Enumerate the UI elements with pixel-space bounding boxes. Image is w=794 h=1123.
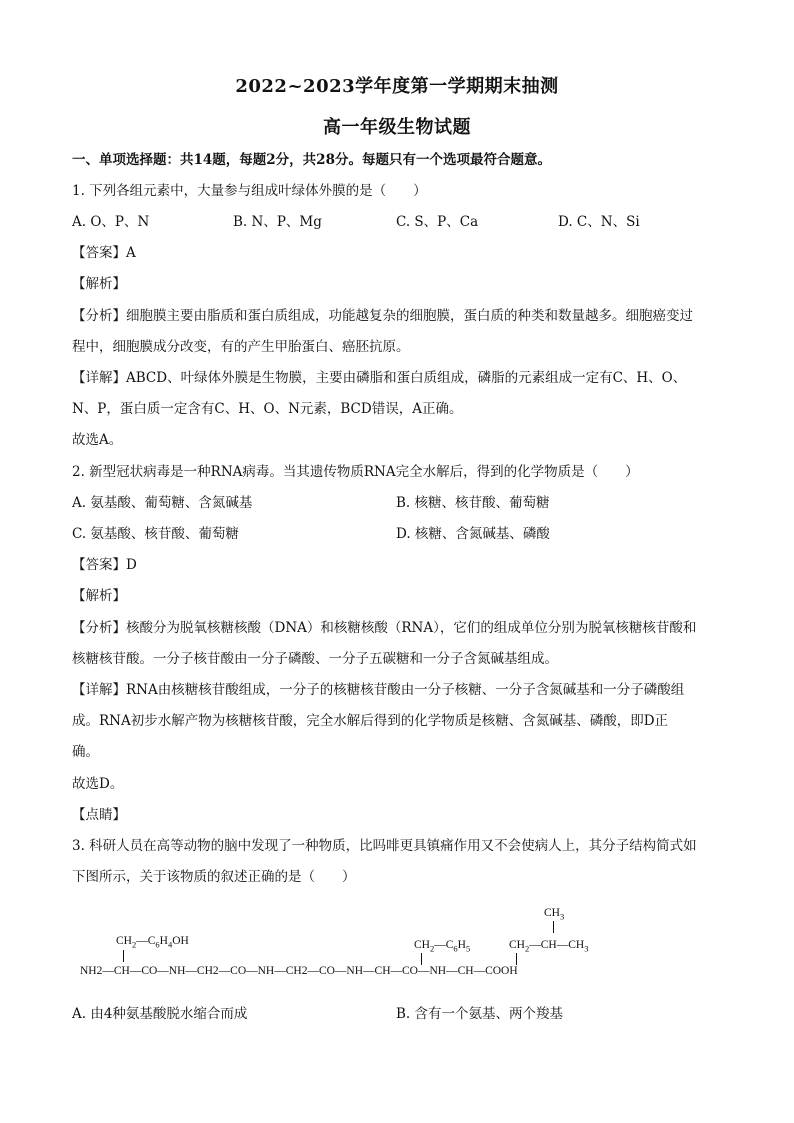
q1-detail-line-1: 【详解】ABCD、叶绿体外膜是生物膜，主要由磷脂和蛋白质组成，磷脂的元素组成一定有C、H、O、 [72, 370, 687, 386]
q2-detail-line-3: 确。 [72, 744, 99, 760]
q2-conclusion: 故选D。 [72, 776, 124, 792]
formula-top-methyl: $CH_3$ [544, 907, 565, 922]
formula-bond-top [553, 921, 554, 933]
q2-dianjing: 【点睛】 [72, 807, 126, 823]
q2-jiexi: 【解析】 [72, 588, 126, 604]
q1-stem: 1. 下列各组元素中，大量参与组成叶绿体外膜的是（ ） [72, 183, 427, 199]
q1-option-d: D. C、N、Si [558, 214, 640, 230]
q2-answer: 【答案】D [72, 557, 137, 573]
exam-subtitle: 高一年级生物试题 [323, 117, 471, 138]
q1-jiexi: 【解析】 [72, 276, 126, 292]
q3-stem-line-1: 3. 科研人员在高等动物的脑中发现了一种物质，比吗啡更具镇痛作用又不会使病人上，其分子结构简式如 [72, 838, 697, 854]
formula-bond-1 [123, 950, 124, 962]
formula-backbone: NH2—CH—CO—NH—CH2—CO—NH—CH2—CO—NH—CH—CO—NH—CH—COOH [80, 965, 518, 977]
q1-option-b: B. N、P、Mg [233, 214, 322, 230]
q2-analysis-line-1: 【分析】核酸分为脱氧核糖核酸（DNA）和核糖核酸（RNA），它们的组成单位分别为脱氧核糖核苷酸和 [72, 620, 697, 636]
q2-analysis-line-2: 核糖核苷酸。一分子核苷酸由一分子磷酸、一分子五碳糖和一分子含氮碱基组成。 [72, 651, 558, 667]
q1-analysis-line-2: 程中，细胞膜成分改变，有的产生甲胎蛋白、癌胚抗原。 [72, 339, 410, 355]
formula-side-chain-2: $CH_2—C_6H_5$ [414, 939, 471, 954]
q1-conclusion: 故选A。 [72, 432, 123, 448]
q3-stem-line-2: 下图所示，关于该物质的叙述正确的是（ ） [72, 869, 356, 885]
section-heading: 一、单项选择题：共14题，每题2分，共28分。每题只有一个选项最符合题意。 [72, 152, 551, 168]
q2-stem: 2. 新型冠状病毒是一种RNA病毒。当其遗传物质RNA完全水解后，得到的化学物质是（ ） [72, 464, 639, 480]
q2-detail-line-2: 成。RNA初步水解产物为核糖核苷酸，完全水解后得到的化学物质是核糖、含氮碱基、磷酸，即D正 [72, 713, 669, 729]
q2-option-d: D. 核糖、含氮碱基、磷酸 [396, 526, 550, 542]
exam-title: 2022~2023学年度第一学期期末抽测 [235, 76, 559, 97]
q2-option-c: C. 氨基酸、核苷酸、葡萄糖 [72, 526, 239, 542]
q1-option-c: C. S、P、Ca [396, 214, 479, 230]
q1-analysis-line-1: 【分析】细胞膜主要由脂质和蛋白质组成，功能越复杂的细胞膜，蛋白质的种类和数量越多。细胞癌变过 [72, 308, 693, 324]
q3-option-a: A. 由4种氨基酸脱水缩合而成 [72, 1006, 248, 1022]
formula-side-chain-1: $CH_2—C_6H_4OH$ [116, 935, 189, 950]
q3-option-b: B. 含有一个氨基、两个羧基 [396, 1006, 564, 1022]
q2-detail-line-1: 【详解】RNA由核糖核苷酸组成，一分子的核糖核苷酸由一分子核糖、一分子含氮碱基和一分子磷酸组 [72, 682, 685, 698]
q1-option-a: A. O、P、N [72, 214, 150, 230]
formula-side-chain-3: $CH_2—CH—CH_3$ [509, 939, 589, 954]
q2-option-a: A. 氨基酸、葡萄糖、含氮碱基 [72, 495, 253, 511]
q1-answer: 【答案】A [72, 245, 136, 261]
q1-detail-line-2: N、P，蛋白质一定含有C、H、O、N元素，BCD错误，A正确。 [72, 401, 463, 417]
q2-option-b: B. 核糖、核苷酸、葡萄糖 [396, 495, 550, 511]
